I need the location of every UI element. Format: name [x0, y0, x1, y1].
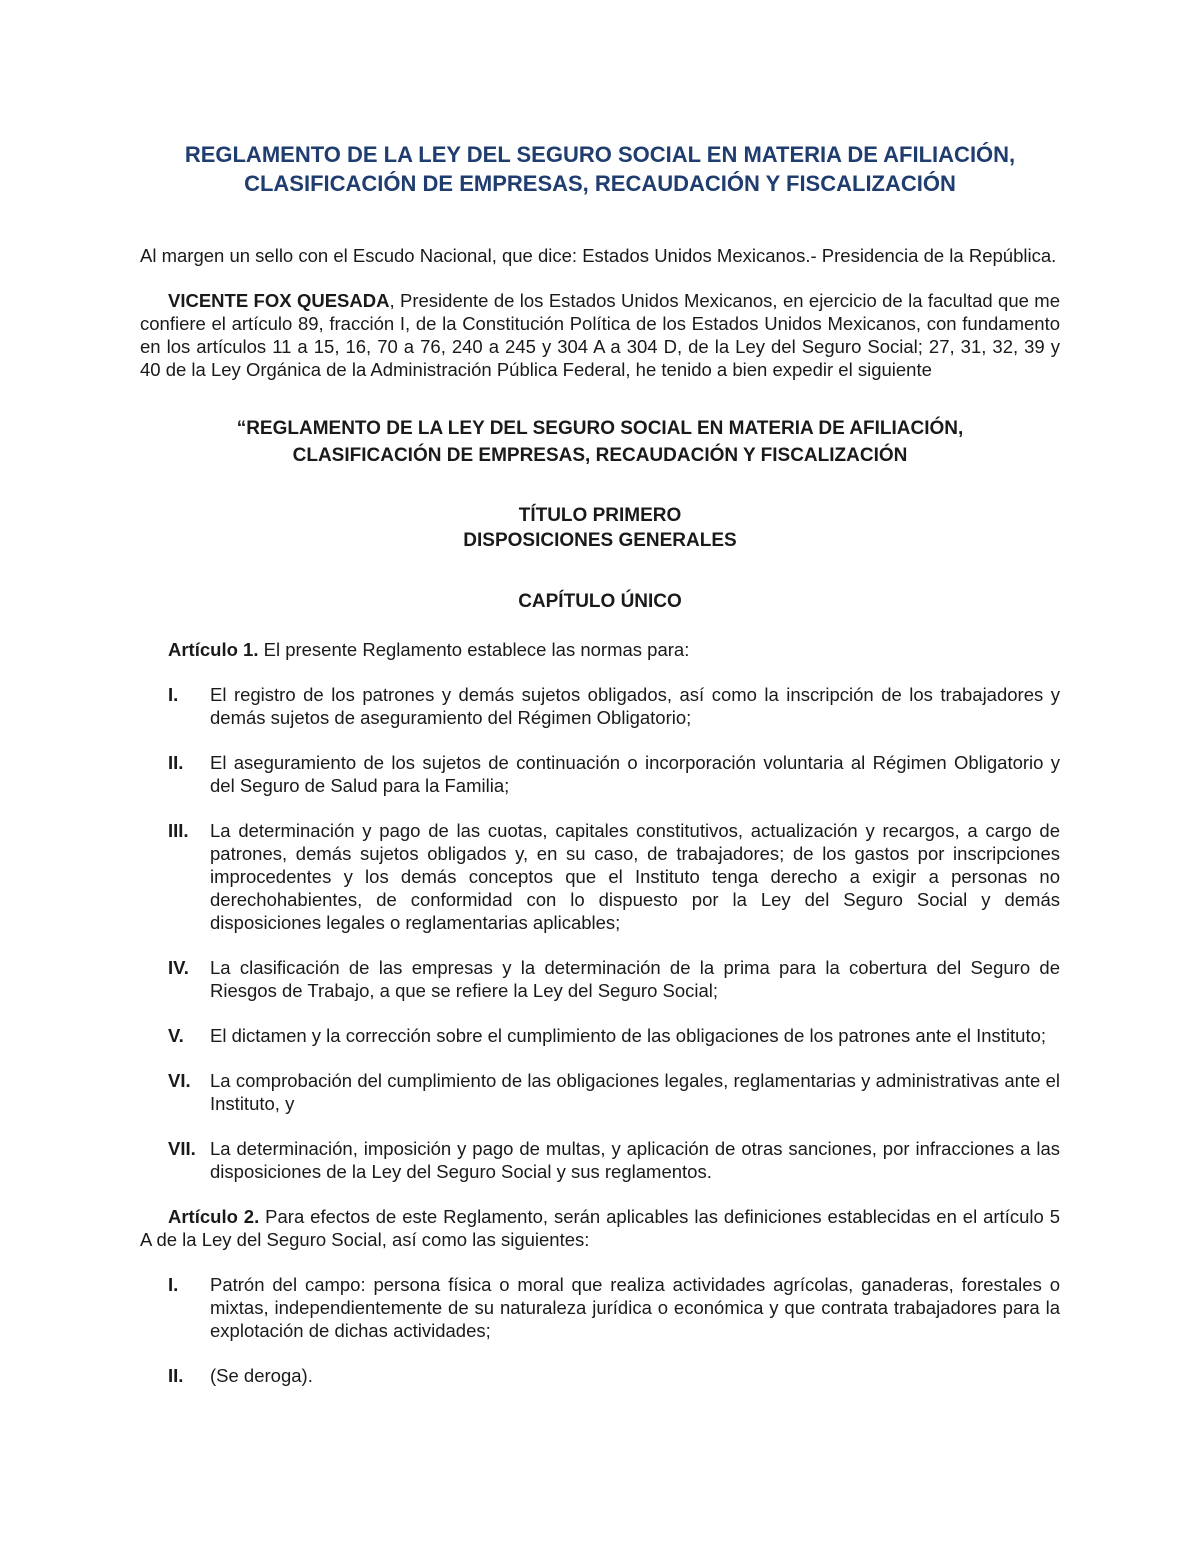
item-number: II. — [168, 752, 184, 773]
item-number: II. — [168, 1365, 184, 1386]
item-text: La determinación y pago de las cuotas, capitales constitutivos, actualización y recargos, a cargo de patrones, demás sujetos obligados y, en su caso, de trabajadores; de los gastos por inscripciones improcedentes y los demás conceptos que el Instituto tenga derecho a exigir a personas no derechohabientes, de conformidad con lo dispuesto por la Ley del Seguro Social y demás disposiciones legales o reglamentarias aplicables; — [210, 820, 1060, 933]
list-item — [140, 683, 1060, 729]
item-number: IV. — [168, 957, 189, 978]
regulation-title — [140, 415, 1060, 469]
decree-paragraph — [140, 289, 1060, 381]
list-item — [140, 751, 1060, 797]
article-1-list — [140, 683, 1060, 1183]
document-title — [140, 140, 1060, 198]
president-name: VICENTE FOX QUESADA — [168, 290, 390, 311]
article-1-intro — [140, 638, 1060, 661]
article-2-label: Artículo 2. — [168, 1206, 260, 1227]
article-1-text: El presente Reglamento establece las normas para: — [258, 639, 690, 660]
item-number: III. — [168, 820, 189, 841]
titulo-number: TÍTULO PRIMERO — [518, 505, 682, 526]
list-item — [140, 956, 1060, 1002]
item-number: VII. — [168, 1138, 196, 1159]
list-item — [140, 1364, 1060, 1387]
item-number: V. — [168, 1025, 184, 1046]
item-text: (Se deroga). — [210, 1365, 313, 1386]
article-1-label: Artículo 1. — [168, 639, 259, 660]
item-text: La determinación, imposición y pago de multas, y aplicación de otras sanciones, por infracciones a las disposiciones de la Ley del Seguro Social y sus reglamentos. — [210, 1138, 1060, 1182]
titulo-name: DISPOSICIONES GENERALES — [463, 530, 737, 551]
margin-note: Al margen un sello con el Escudo Nacional, que dice: Estados Unidos Mexicanos.- Presidencia de la República. — [140, 245, 1057, 266]
article-2-text: Para efectos de este Reglamento, serán aplicables las definiciones establecidas en el artículo 5 A de la Ley del Seguro Social, así como las siguientes: — [140, 1206, 1060, 1250]
item-text: La comprobación del cumplimiento de las obligaciones legales, reglamentarias y administrativas ante el Instituto, y — [210, 1070, 1060, 1114]
article-2-list — [140, 1273, 1060, 1387]
decree-text: , Presidente de los Estados Unidos Mexicanos, en ejercicio de la facultad que me confiere el artículo 89, fracción I, de la Constitución Política de los Estados Unidos Mexicanos, con fundamento en los artículos 11 a 15, 16, 70 a 76, 240 a 245 y 304 A a 304 D, de la Ley del Seguro Social; 27, 31, 32, 39 y 40 de la Ley Orgánica de la Administración Pública Federal, he tenido a bien expedir el siguiente — [140, 290, 1060, 380]
regulation-title-line-2: CLASIFICACIÓN DE EMPRESAS, RECAUDACIÓN Y FISCALIZACIÓN — [292, 445, 908, 466]
item-number: I. — [168, 684, 179, 705]
item-number: VI. — [168, 1070, 191, 1091]
item-text: El dictamen y la corrección sobre el cumplimiento de las obligaciones de los patrones ante el Instituto; — [210, 1025, 1047, 1046]
titulo-heading — [140, 503, 1060, 553]
document-title-line-1: REGLAMENTO DE LA LEY DEL SEGURO SOCIAL EN MATERIA DE AFILIACIÓN, — [184, 142, 1016, 167]
list-item — [140, 1273, 1060, 1342]
item-text: El aseguramiento de los sujetos de continuación o incorporación voluntaria al Régimen Obligatorio y del Seguro de Salud para la Familia; — [210, 752, 1060, 796]
list-item — [140, 1024, 1060, 1047]
item-number: I. — [168, 1274, 179, 1295]
list-item — [140, 819, 1060, 934]
item-text: La clasificación de las empresas y la determinación de la prima para la cobertura del Seguro de Riesgos de Trabajo, a que se refiere la Ley del Seguro Social; — [210, 957, 1060, 1001]
capitulo-heading: CAPÍTULO ÚNICO — [518, 591, 682, 612]
regulation-title-line-1: “REGLAMENTO DE LA LEY DEL SEGURO SOCIAL EN MATERIA DE AFILIACIÓN, — [236, 418, 964, 439]
item-text: Patrón del campo: persona física o moral que realiza actividades agrícolas, ganaderas, forestales o mixtas, independientemente de su naturaleza jurídica o económica y que contrata trabajadores para la explotación de dichas actividades; — [210, 1274, 1060, 1341]
document-title-line-2: CLASIFICACIÓN DE EMPRESAS, RECAUDACIÓN Y FISCALIZACIÓN — [244, 171, 956, 196]
item-text: El registro de los patrones y demás sujetos obligados, así como la inscripción de los trabajadores y demás sujetos de aseguramiento del Régimen Obligatorio; — [210, 684, 1060, 728]
article-2-intro — [140, 1205, 1060, 1251]
list-item — [140, 1069, 1060, 1115]
list-item — [140, 1137, 1060, 1183]
